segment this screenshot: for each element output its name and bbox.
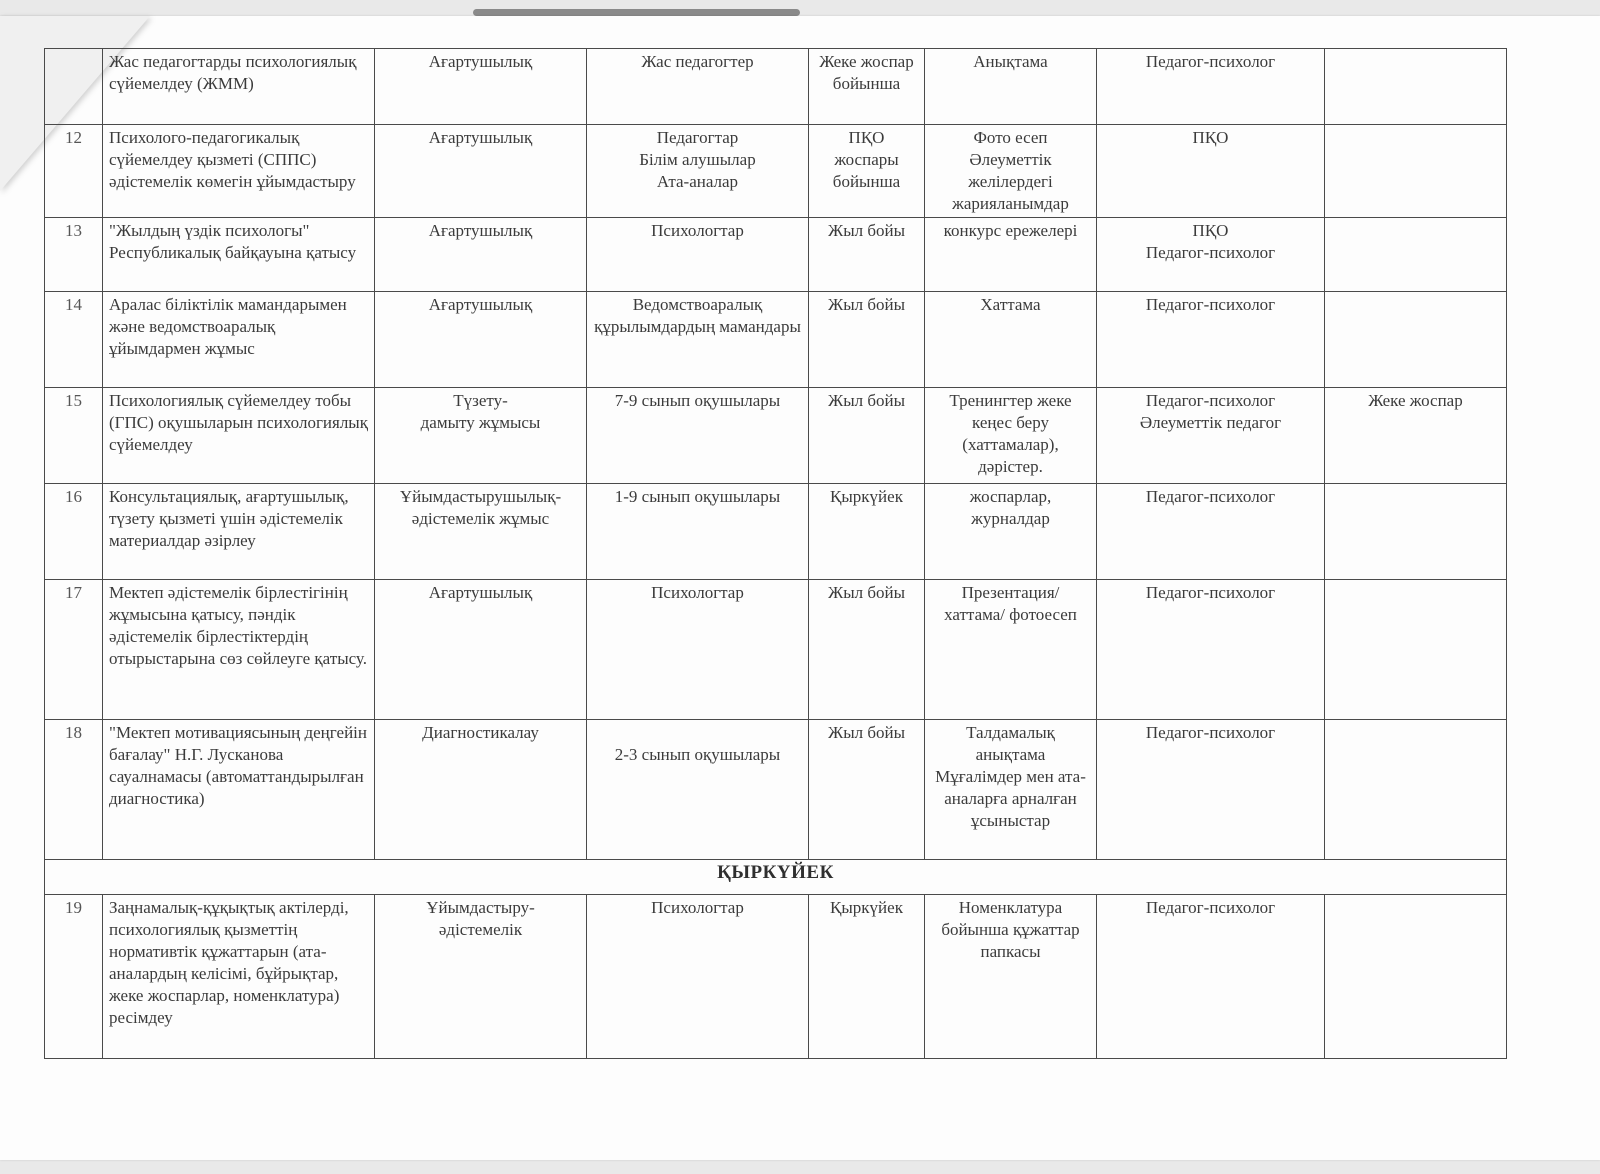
table-row: [45, 49, 1507, 125]
row-audience: 1-9 сынып оқушылары: [587, 484, 809, 580]
row-topic: Психологиялық сүйемелдеу тобы (ГПС) оқушыларын психологиялық сүйемелдеу: [103, 388, 375, 484]
table-row: [45, 388, 1507, 484]
row-topic: "Мектеп мотивациясының деңгейін бағалау" Н.Г. Лусканова сауалнамасы (автоматтандырылған диагностика): [103, 720, 375, 860]
row-period: Қыркүйек: [809, 484, 925, 580]
row-direction: Ағартушылық: [375, 125, 587, 218]
row-form: Талдамалық анықтама Мұғалімдер мен ата-аналарға арналған ұсыныстар: [925, 720, 1097, 860]
plan-table: [44, 48, 1507, 1059]
row-topic: Жас педагогтарды психологиялық сүйемелдеу (ЖММ): [103, 49, 375, 125]
row-responsible: [1097, 218, 1325, 292]
scroll-handle[interactable]: [473, 9, 800, 16]
row-number: [45, 49, 103, 125]
row-responsible: Педагог-психолог: [1097, 49, 1325, 125]
row-direction: Ағартушылық: [375, 580, 587, 720]
direction-line: Ұйымдастыру-: [426, 898, 535, 917]
row-responsible: [1097, 388, 1325, 484]
row-number: 13: [45, 218, 103, 292]
responsible-line: ПҚО: [1192, 221, 1229, 240]
row-period: Жыл бойы: [809, 580, 925, 720]
row-audience: [587, 125, 809, 218]
table-row: [45, 895, 1507, 1059]
row-audience: Ведомствоаралық құрылымдардың мамандары: [587, 292, 809, 388]
row-direction: Ағартушылық: [375, 218, 587, 292]
row-note: [1325, 720, 1507, 860]
row-note: [1325, 580, 1507, 720]
row-form: Фото есеп Әлеуметтік желілердегі жарияланымдар: [925, 125, 1097, 218]
row-audience: Психологтар: [587, 218, 809, 292]
audience-line: Білім алушылар: [639, 150, 756, 169]
row-period: Жыл бойы: [809, 720, 925, 860]
section-row: [45, 860, 1507, 895]
row-topic: "Жылдың үздік психологы" Республикалық байқауына қатысу: [103, 218, 375, 292]
row-audience: 2-3 сынып оқушылары: [587, 720, 809, 860]
responsible-line: Әлеуметтік педагог: [1139, 413, 1282, 432]
direction-line: Түзету-: [453, 391, 508, 410]
row-topic: Психолого-педагогикалық сүйемелдеу қызметі (СППС) әдістемелік көмегін ұйымдастыру: [103, 125, 375, 218]
row-period: Жыл бойы: [809, 388, 925, 484]
row-responsible: Педагог-психолог: [1097, 720, 1325, 860]
row-form: Хаттама: [925, 292, 1097, 388]
row-topic: Мектеп әдістемелік бірлестігінің жұмысына қатысу, пәндік әдістемелік бірлестіктердің отырыстарына сөз сөйлеуге қатысу.: [103, 580, 375, 720]
row-note: Жеке жоспар: [1325, 388, 1507, 484]
row-direction: Ағартушылық: [375, 49, 587, 125]
row-form: жоспарлар, журналдар: [925, 484, 1097, 580]
row-responsible: Педагог-психолог: [1097, 580, 1325, 720]
table-row: [45, 125, 1507, 218]
row-form: Номенклатура бойынша құжаттар папкасы: [925, 895, 1097, 1059]
section-title: ҚЫРКҮЙЕК: [45, 860, 1507, 895]
row-number: 19: [45, 895, 103, 1059]
table-row: [45, 580, 1507, 720]
row-form: конкурс ережелері: [925, 218, 1097, 292]
row-number: 17: [45, 580, 103, 720]
row-number: 15: [45, 388, 103, 484]
row-note: [1325, 218, 1507, 292]
row-audience: Психологтар: [587, 895, 809, 1059]
row-number: 14: [45, 292, 103, 388]
row-number: 16: [45, 484, 103, 580]
row-number: 18: [45, 720, 103, 860]
row-note: [1325, 125, 1507, 218]
row-responsible: Педагог-психолог: [1097, 484, 1325, 580]
responsible-line: Педагог-психолог: [1145, 243, 1276, 262]
row-period: Жеке жоспар бойынша: [809, 49, 925, 125]
row-form: Анықтама: [925, 49, 1097, 125]
row-responsible: ПҚО: [1097, 125, 1325, 218]
row-number: 12: [45, 125, 103, 218]
row-audience: Жас педагогтер: [587, 49, 809, 125]
row-direction: Ағартушылық: [375, 292, 587, 388]
table-row: [45, 292, 1507, 388]
row-direction: Диагностикалау: [375, 720, 587, 860]
audience-line: Педагогтар: [656, 128, 739, 147]
row-note: [1325, 484, 1507, 580]
row-period: Жыл бойы: [809, 292, 925, 388]
row-topic: Заңнамалық-құқықтық актілерді, психологиялық қызметтің нормативтік құжаттарын (ата-аналардың келісімі, бұйрықтар, жеке жоспарлар, номенклатура) ресімдеу: [103, 895, 375, 1059]
direction-line: дамыту жұмысы: [420, 413, 541, 432]
row-period: ПҚО жоспары бойынша: [809, 125, 925, 218]
row-direction: [375, 388, 587, 484]
row-direction: Ұйымдастырушылық-әдістемелік жұмыс: [375, 484, 587, 580]
table-row: [45, 218, 1507, 292]
row-note: [1325, 49, 1507, 125]
row-audience: 7-9 сынып оқушылары: [587, 388, 809, 484]
row-form: Тренингтер жеке кеңес беру (хаттамалар), дәрістер.: [925, 388, 1097, 484]
row-responsible: Педагог-психолог: [1097, 292, 1325, 388]
row-topic: Аралас біліктілік мамандарымен және ведомствоаралық ұйымдармен жұмыс: [103, 292, 375, 388]
row-period: Жыл бойы: [809, 218, 925, 292]
row-period: Қыркүйек: [809, 895, 925, 1059]
responsible-line: Педагог-психолог: [1145, 391, 1276, 410]
row-topic: Консультациялық, ағартушылық, түзету қызметі үшін әдістемелік материалдар әзірлеу: [103, 484, 375, 580]
audience-line: Ата-аналар: [656, 172, 739, 191]
row-note: [1325, 895, 1507, 1059]
row-responsible: Педагог-психолог: [1097, 895, 1325, 1059]
row-note: [1325, 292, 1507, 388]
row-audience: Психологтар: [587, 580, 809, 720]
direction-line: әдістемелік: [438, 920, 523, 939]
table-row: [45, 484, 1507, 580]
row-direction: [375, 895, 587, 1059]
row-form: Презентация/ хаттама/ фотоесеп: [925, 580, 1097, 720]
table-row: [45, 720, 1507, 860]
